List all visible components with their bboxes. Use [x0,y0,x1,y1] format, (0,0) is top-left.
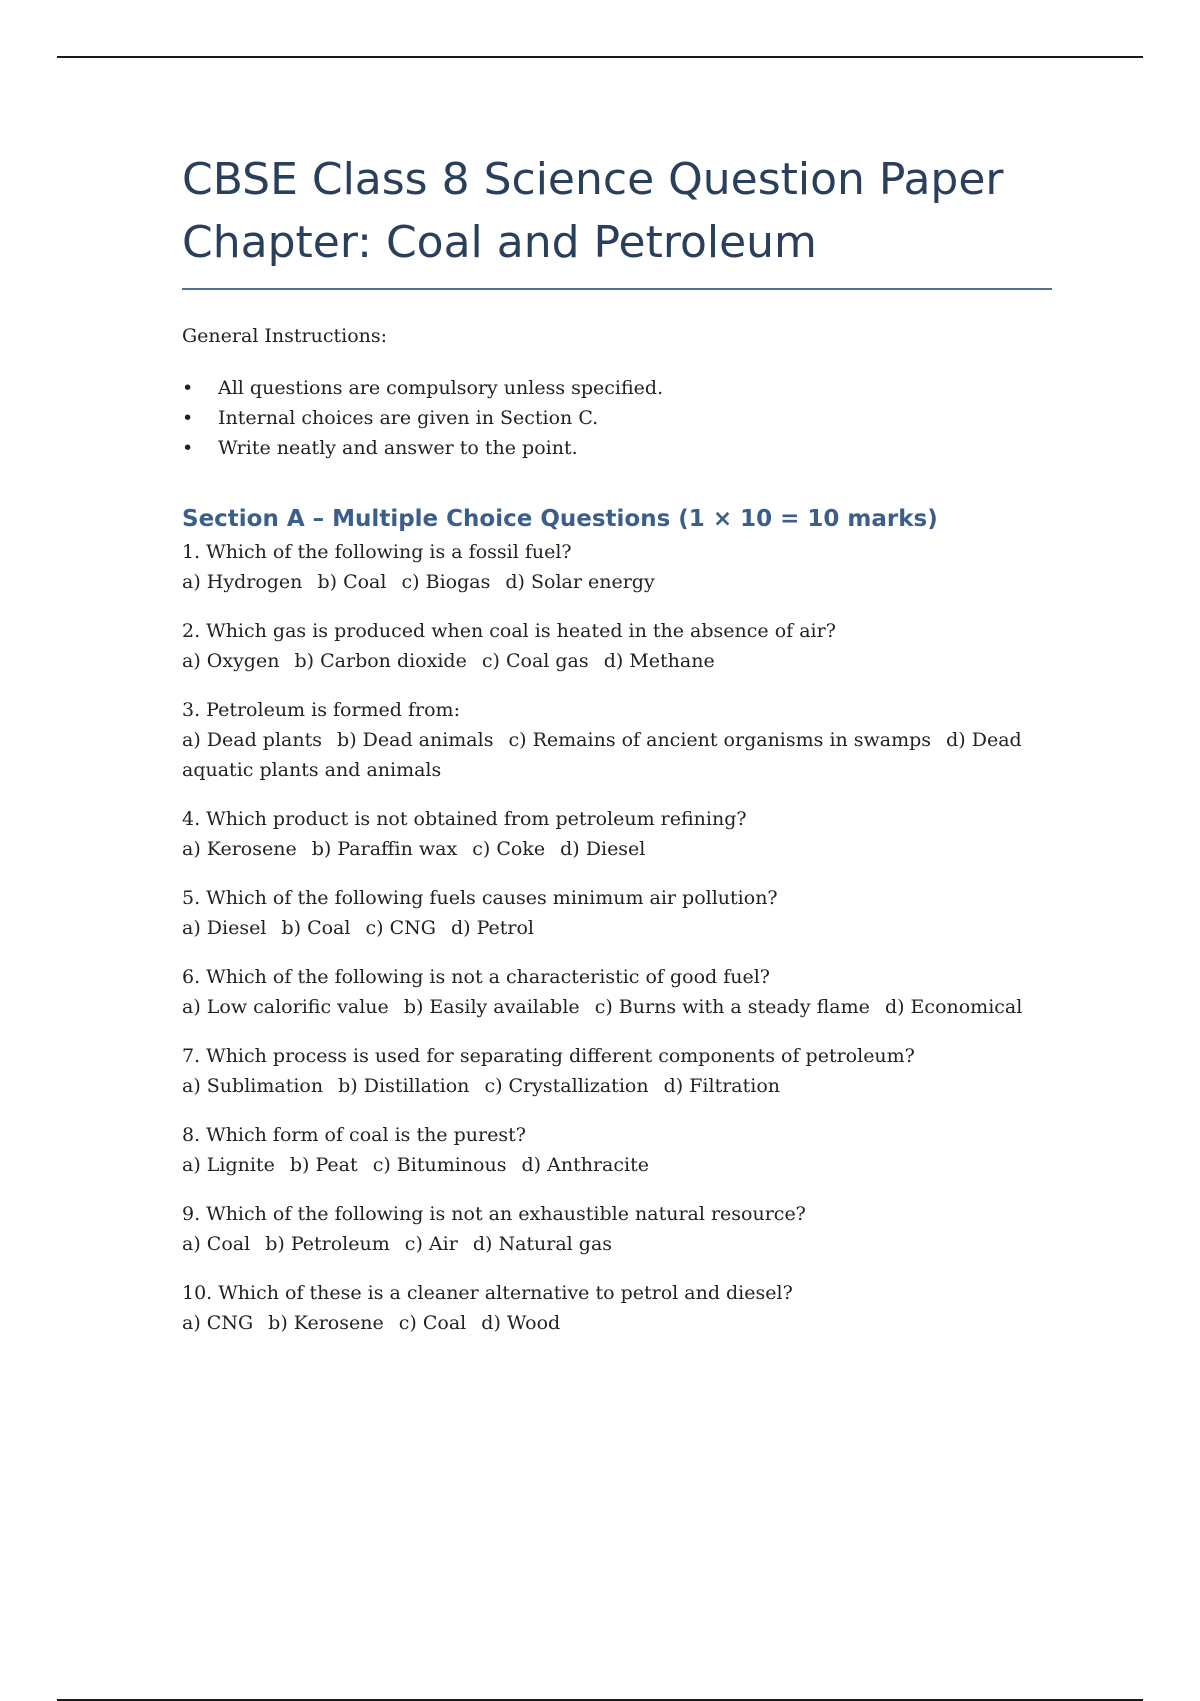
question-text: 10. Which of these is a cleaner alternative to petrol and diesel? [182,1282,793,1304]
question-text: 5. Which of the following fuels causes minimum air pollution? [182,887,778,909]
question-options [182,646,1052,676]
option-c: c) Coal gas [481,650,589,672]
option-a: a) Kerosene [182,838,297,860]
page-top-rule [57,56,1143,58]
question-text: 2. Which gas is produced when coal is heated in the absence of air? [182,620,836,642]
question-item [182,1199,1052,1259]
question-item [182,883,1052,943]
option-d: d) Economical [884,996,1023,1018]
option-d: d) Petrol [450,917,535,939]
option-b: b) Easily available [403,996,580,1018]
option-c: c) Remains of ancient organisms in swamps [508,729,932,751]
option-b: b) Distillation [338,1075,470,1097]
question-item [182,1120,1052,1180]
option-a: a) Dead plants [182,729,322,751]
option-a: a) Low calorific value [182,996,389,1018]
option-b: b) Kerosene [268,1312,384,1334]
question-item [182,1278,1052,1338]
option-a: a) Hydrogen [182,571,303,593]
option-c: c) Biogas [401,571,491,593]
instruction-text: Write neatly and answer to the point. [218,437,578,459]
section-a-heading: Section A – Multiple Choice Questions (1 × 10 = 10 marks) [182,506,938,532]
instructions-list [182,373,1052,463]
instruction-item [182,403,1052,433]
question-item [182,804,1052,864]
question-item [182,962,1052,1022]
question-text: 3. Petroleum is formed from: [182,699,460,721]
question-options [182,1150,1052,1180]
option-c: c) Coal [398,1312,467,1334]
option-a: a) CNG [182,1312,254,1334]
question-text: 9. Which of the following is not an exhaustible natural resource? [182,1203,806,1225]
question-item [182,695,1052,785]
bullet-icon: • [182,407,194,429]
option-a: a) Sublimation [182,1075,324,1097]
option-b: b) Paraffin wax [311,838,458,860]
title-line-2: Chapter: Coal and Petroleum [182,217,817,268]
instruction-text: All questions are compulsory unless specified. [218,377,664,399]
option-d: d) Filtration [663,1075,781,1097]
document-body [182,148,1052,1357]
question-text: 1. Which of the following is a fossil fuel? [182,541,572,563]
question-options [182,834,1052,864]
option-c: c) Bituminous [372,1154,507,1176]
question-text: 4. Which product is not obtained from petroleum refining? [182,808,747,830]
question-item [182,616,1052,676]
option-d: d) Anthracite [521,1154,649,1176]
option-d: d) Dead aquatic plants and animals [182,729,1022,781]
option-a: a) Coal [182,1233,251,1255]
option-b: b) Petroleum [265,1233,390,1255]
bullet-icon: • [182,377,194,399]
option-a: a) Lignite [182,1154,275,1176]
question-list [182,537,1052,1338]
option-d: d) Diesel [560,838,646,860]
option-c: c) Crystallization [484,1075,649,1097]
question-options [182,913,1052,943]
bullet-icon: • [182,437,194,459]
option-b: b) Carbon dioxide [294,650,467,672]
option-b: b) Coal [281,917,351,939]
option-b: b) Coal [317,571,387,593]
option-a: a) Diesel [182,917,267,939]
question-text: 7. Which process is used for separating different components of petroleum? [182,1045,915,1067]
option-c: c) Air [404,1233,458,1255]
question-options [182,725,1052,785]
question-options [182,1308,1052,1338]
instructions-heading: General Instructions: [182,325,388,347]
option-d: d) Solar energy [505,571,655,593]
option-d: d) Methane [603,650,715,672]
question-text: 8. Which form of coal is the purest? [182,1124,526,1146]
instruction-text: Internal choices are given in Section C. [218,407,599,429]
instruction-item [182,373,1052,403]
option-c: c) Coke [472,838,546,860]
question-options [182,567,1052,597]
question-item [182,537,1052,597]
instruction-item [182,433,1052,463]
question-options [182,1229,1052,1259]
question-options [182,1071,1052,1101]
option-d: d) Wood [481,1312,561,1334]
option-a: a) Oxygen [182,650,280,672]
question-text: 6. Which of the following is not a characteristic of good fuel? [182,966,770,988]
option-c: c) CNG [365,917,436,939]
option-b: b) Dead animals [337,729,494,751]
option-c: c) Burns with a steady flame [594,996,870,1018]
question-options [182,992,1052,1022]
option-d: d) Natural gas [472,1233,613,1255]
option-b: b) Peat [289,1154,358,1176]
title-line-1: CBSE Class 8 Science Question Paper [182,154,1004,205]
page-title [182,148,1052,290]
question-item [182,1041,1052,1101]
